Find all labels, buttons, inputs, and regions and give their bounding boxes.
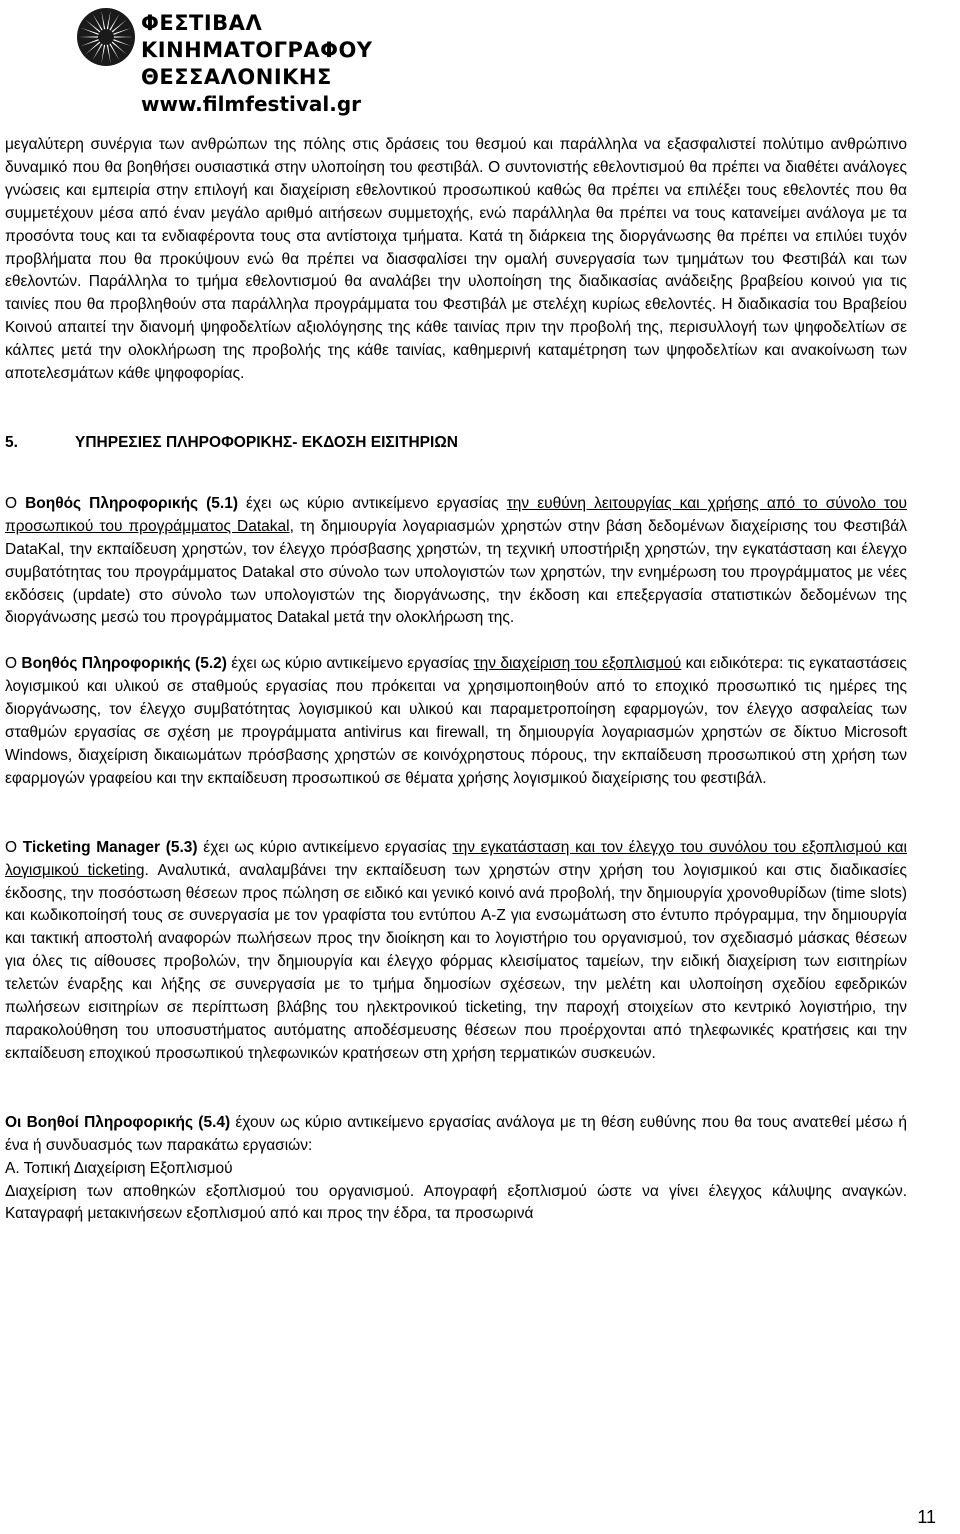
role-details: . Αναλυτικά, αναλαμβάνει την εκπαίδευση των χρηστών στην χρήση του λογισμικού και στις διαδικασίες έκδοσης, την ποσόστωση θέσεων προς πώληση σε ειδικό και γενικό κοινό ανά προβολή, την δημιουργία χρονοθυρίδων (time slots) και κωδικοποίησή τους σε συνεργασία με τον γραφίστα του εντύπου A-Z για ενσωμάτωση στο έντυπο πρόγραμμα, την δημιουργία και τακτική αποστολή αναφορών πωλήσεων προς την διοίκηση και το λογιστήριο του οργανισμού, τον σχεδιασμό μάσκας θέσεων για όλες τις αίθουσες προβολών, την δημιουργία και έλεγχο φόρμας κλεισίματος ταμείων, την ειδική διαχείριση των εισιτηρίων τελετών έναρξης και λήξης σε συνεργασία με το τμήμα δημοσίων σχέσεων, την μελέτη και υλοποίηση σχεδίου εφεδρικών πωλήσεων εισιτηρίων σε περίπτωση βλάβης του ηλεκτρονικού ticketing, την παροχή στοιχείων στο κεντρικό λογιστήριο, την παρακολούθηση του υποσυστήματος αυτόματης αποδέσμευσης θέσεων που προέρχονται από τηλεφωνικές κρατήσεις και την εκπαίδευση εποχικού προσωπικού τηλεφωνικών κρατήσεων στη χρήση τερματικών συσκευών.: [5, 861, 907, 1062]
sublist-item-a-text: Διαχείριση των αποθηκών εξοπλισμού του οργανισμού. Απογραφή εξοπλισμού ώστε να γίνει έλεγχος κάλυψης αναγκών. Καταγραφή μετακινήσεων εξοπλισμού από και προς την έδρα, τα προσωρινά: [5, 1182, 907, 1223]
role-responsibility: την ευθύνη λειτουργίας και χρήσης από το σύνολο του προσωπικού του προγράμματος Datakal: [5, 494, 908, 535]
role-title: Οι Βοηθοί Πληροφορικής (5.4): [5, 1113, 231, 1131]
logo-line-3: ΘΕΣΣΑΛΟΝΙΚΗΣ: [141, 65, 332, 89]
role-intro: έχει ως κύριο αντικείμενο εργασίας: [238, 494, 507, 512]
document-body: [5, 134, 907, 1226]
role-details: , τη δημιουργία λογαριασμών χρηστών στην βάση δεδομένων διαχείρισης του Φεστιβάλ DataKal, την εκπαίδευση χρηστών, τον έλεγχο πρόσβασης χρηστών, τη τεχνική υποστήριξη χρηστών, την εγκατάσταση και έλεγχο συμβατότητας του προγράμματος Datakal στο σύνολο των υπολογιστών των χρηστών, την ενημέρωση του προγράμματος με νέες εκδόσεις (update) στο σύνολο των υπολογιστών της διοργάνωσης, την έκδοση και επεξεργασία στατιστικών δεδομένων της διοργάνωσης μεσώ του προγράμματος Datakal μετά την ολοκλήρωση της.: [5, 517, 907, 627]
paragraph-volunteering: μεγαλύτερη συνέργια των ανθρώπων της πόλης στις δράσεις του θεσμού και παράλληλα να εξασφαλιστεί πολύτιμο ανθρώπινο δυναμικό που θα βοηθήσει ουσιαστικά στην υλοποίηση του φεστιβάλ. Ο συντονιστής εθελοντισμού θα πρέπει να διαθέτει ανάλογες γνώσεις και εμπειρία στην επιλογή και διαχείριση εθελοντικού προσωπικού καθώς θα πρέπει να επιλέξει τους εθελοντές που θα συμμετέχουν μέσα από έναν μεγάλο αριθμό αιτήσεων συμμετοχής, ενώ παράλληλα θα πρέπει να τους κατανείμει ανάλογα με τα προσόντα τους και τα ενδιαφέροντα τους στα αντίστοιχα τμήματα. Κατά τη διάρκεια της διοργάνωσης θα πρέπει να επιλύει τυχόν προβλήματα που θα προκύψουν ενώ θα πρέπει να διασφαλίσει την ομαλή συνεργασία των τμημάτων του Φεστιβάλ και των εθελοντών. Παράλληλα το τμήμα εθελοντισμού θα αναλάβει την υλοποίηση της διαδικασίας ανάδειξης βραβείου κοινού για τις ταινίες που θα προβληθούν στα παράλληλα προγράμματα του Φεστιβάλ με στελέχη κυρίως εθελοντές. Η διαδικασία του Βραβείου Κοινού απαιτεί την διανομή ψηφοδελτίων αξιολόγησης της κάθε ταινίας πριν την προβολή της, περισυλλογή των ψηφοδελτίων σε κάλπες μετά την ολοκλήρωση της προβολής της κάθε ταινίας, καθημερινή καταμέτρηση των ψηφοδελτίων και ανακοίνωση των αποτελεσμάτων κάθε ψηφοφορίας.: [5, 136, 907, 383]
section-number: 5.: [5, 433, 18, 451]
role-paragraph-5-4: [5, 1112, 907, 1158]
star-burst-logo-icon: [75, 6, 137, 68]
role-paragraph-5-2: [5, 653, 907, 790]
sublist-item-a: Α. Τοπική Διαχείριση Εξοπλισμού: [5, 1159, 233, 1177]
logo-line-2: ΚΙΝΗΜΑΤΟΓΡΑΦΟΥ: [141, 38, 373, 62]
role-responsibility: την διαχείριση του εξοπλισμού: [473, 655, 682, 673]
logo-url: www.filmfestival.gr: [141, 92, 362, 116]
role-intro: έχει ως κύριο αντικείμενο εργασίας: [226, 655, 474, 673]
logo-wordmark: [141, 10, 373, 118]
role-title: Βοηθός Πληροφορικής (5.2): [21, 655, 227, 673]
role-title: Ticketing Manager (5.3): [22, 838, 198, 856]
role-responsibility: την εγκατάσταση και τον έλεγχο του συνόλου του εξοπλισμού και λογισμικού ticketing: [5, 838, 908, 879]
role-details: και ειδικότερα: τις εγκαταστάσεις λογισμικού και υλικού σε σταθμούς εργασίας που πρόκειται να χρησιμοποιηθούν από το εποχικό προσωπικό τις ημέρες της διοργάνωσης, τον έλεγχο συμβατότητας λογισμικού και υλικού και παραμετροποίηση εφαρμογών, τον έλεγχο ασφαλείας των σταθμών εργασίας σε σχέση με προγράμματα antivirus και firewall, τη δημιουργία λογαριασμών χρηστών σε δίκτυο Microsoft Windows, διαχείριση δικαιωμάτων πρόσβασης χρηστών σε κοινόχρηστους πόρους, την εκπαίδευση προσωπικού στη χρήση των εφαρμογών γραφείου και την εκπαίδευση προσωπικού σε θέματα χρήσης λογισμικού διαχείρισης του φεστιβάλ.: [5, 655, 907, 787]
section-heading: [5, 432, 907, 455]
role-title: Βοηθός Πληροφορικής (5.1): [25, 494, 238, 512]
festival-logo: [75, 6, 375, 124]
role-intro: έχουν ως κύριο αντικείμενο εργασίας ανάλογα με τη θέση ευθύνης που θα τους ανατεθεί μέσω ή ένα ή συνδυασμός των παρακάτω εργασιών:: [5, 1113, 907, 1154]
section-title: ΥΠΗΡΕΣΙΕΣ ΠΛΗΡΟΦΟΡΙΚΗΣ- ΕΚΔΟΣΗ ΕΙΣΙΤΗΡΙΩΝ: [75, 433, 458, 451]
role-intro: έχει ως κύριο αντικείμενο εργασίας: [197, 838, 453, 856]
role-prefix: Ο: [5, 838, 23, 856]
page-number: 11: [917, 1507, 936, 1527]
role-paragraph-5-3: [5, 837, 907, 1066]
logo-line-1: ΦΕΣΤΙΒΑΛ: [141, 11, 263, 35]
role-paragraph-5-1: [5, 493, 907, 630]
role-prefix: Ο: [5, 494, 26, 512]
role-prefix: Ο: [5, 655, 22, 673]
